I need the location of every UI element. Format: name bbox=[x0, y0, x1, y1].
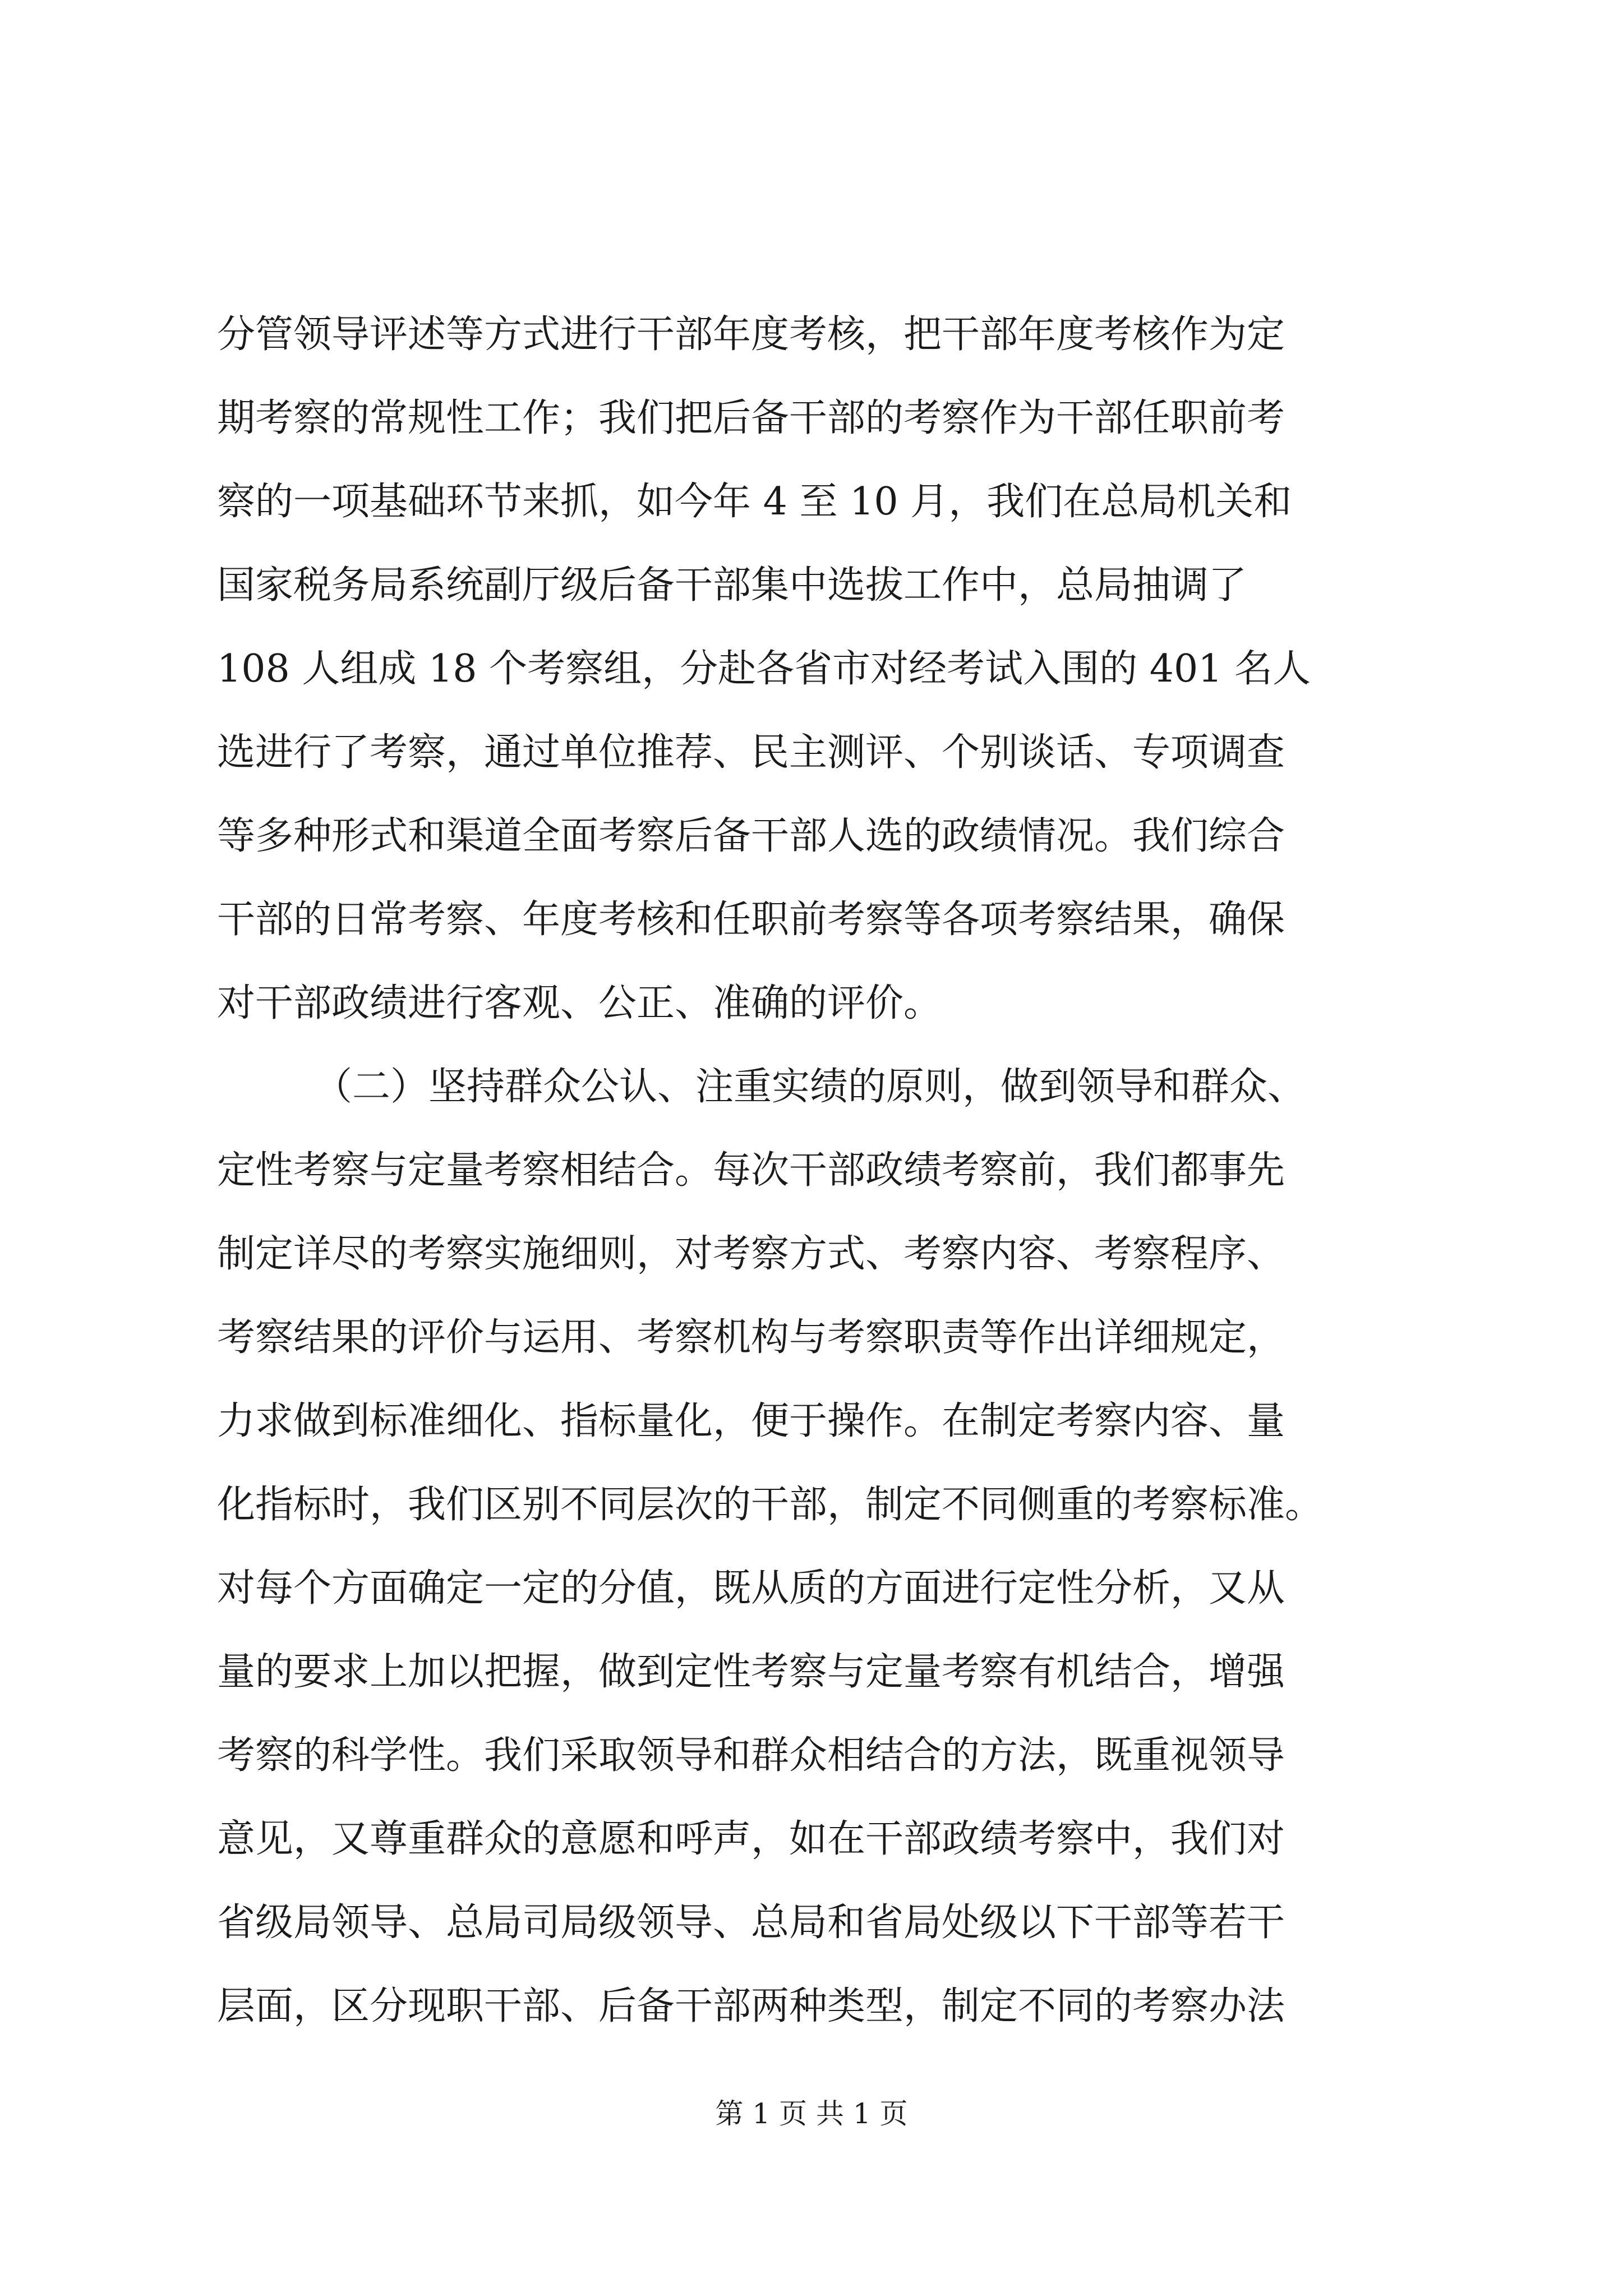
body-text-line: 化指标时，我们区别不同层次的干部，制定不同侧重的考察标准。 bbox=[217, 1483, 1324, 1527]
body-text-line: 考察结果的评价与运用、考察机构与考察职责等作出详细规定， bbox=[217, 1315, 1285, 1360]
body-text-line: 对每个方面确定一定的分值，既从质的方面进行定性分析，又从 bbox=[217, 1566, 1285, 1611]
body-text-line: 干部的日常考察、年度考核和任职前考察等各项考察结果，确保 bbox=[217, 898, 1285, 942]
body-text-line: 对干部政绩进行客观、公正、准确的评价。 bbox=[217, 981, 942, 1025]
section-heading-line: （二）坚持群众公认、注重实绩的原则，做到领导和群众、 bbox=[314, 1065, 1306, 1109]
body-text-line: 108 人组成 18 个考察组，分赴各省市对经考试入围的 401 名人 bbox=[217, 647, 1311, 691]
body-text-line: 等多种形式和渠道全面考察后备干部人选的政绩情况。我们综合 bbox=[217, 814, 1285, 858]
body-text-line: 选进行了考察，通过单位推荐、民主测评、个别谈话、专项调查 bbox=[217, 730, 1285, 775]
body-text-line: 察的一项基础环节来抓，如今年 4 至 10 月，我们在总局机关和 bbox=[217, 480, 1292, 524]
body-text-line: 意见，又尊重群众的意愿和呼声，如在干部政绩考察中，我们对 bbox=[217, 1817, 1285, 1861]
body-text-line: 量的要求上加以把握，做到定性考察与定量考察有机结合，增强 bbox=[217, 1650, 1285, 1694]
body-text-line: 省级局领导、总局司局级领导、总局和省局处级以下干部等若干 bbox=[217, 1901, 1285, 1945]
body-text-line: 制定详尽的考察实施细则，对考察方式、考察内容、考察程序、 bbox=[217, 1232, 1285, 1276]
body-text-line: 国家税务局系统副厅级后备干部集中选拔工作中，总局抽调了 bbox=[217, 563, 1247, 608]
body-text-line: 考察的科学性。我们采取领导和群众相结合的方法，既重视领导 bbox=[217, 1733, 1285, 1778]
body-text-line: 力求做到标准细化、指标量化，便于操作。在制定考察内容、量 bbox=[217, 1399, 1285, 1443]
page-number-footer: 第 1 页 共 1 页 bbox=[715, 2097, 908, 2130]
body-text-line: 层面，区分现职干部、后备干部两种类型，制定不同的考察办法 bbox=[217, 1984, 1285, 2028]
body-text-line: 定性考察与定量考察相结合。每次干部政绩考察前，我们都事先 bbox=[217, 1148, 1285, 1193]
body-text-line: 期考察的常规性工作；我们把后备干部的考察作为干部任职前考 bbox=[217, 396, 1285, 440]
body-text-line: 分管领导评述等方式进行干部年度考核，把干部年度考核作为定 bbox=[217, 312, 1285, 357]
